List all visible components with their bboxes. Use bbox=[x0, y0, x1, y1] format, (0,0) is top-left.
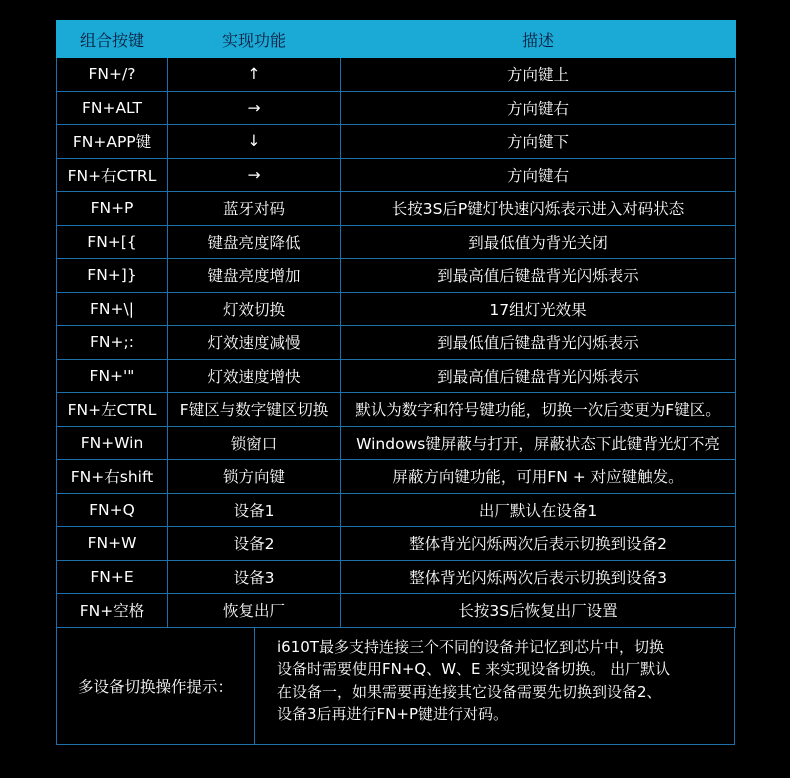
function-cell: 灯效速度增快 bbox=[168, 359, 341, 393]
description-cell: 方向键下 bbox=[341, 125, 736, 159]
table-row bbox=[57, 125, 736, 159]
table-row bbox=[57, 426, 736, 460]
table-row bbox=[57, 292, 736, 326]
header-description: 描述 bbox=[341, 21, 736, 58]
description-cell: 方向键上 bbox=[341, 58, 736, 92]
tip-line: 设备时需要使用FN+Q、W、E 来实现设备切换。 出厂默认 bbox=[277, 660, 671, 678]
tip-line: 在设备一，如果需要再连接其它设备需要先切换到设备2、 bbox=[277, 682, 662, 701]
function-cell: 设备1 bbox=[168, 493, 341, 527]
key-combo-cell: FN+E bbox=[57, 560, 168, 594]
function-cell: ↑ bbox=[168, 58, 341, 92]
key-combo-cell: FN+]} bbox=[57, 259, 168, 293]
function-cell: F键区与数字键区切换 bbox=[168, 393, 341, 427]
function-cell: → bbox=[168, 158, 341, 192]
function-cell: 灯效速度减慢 bbox=[168, 326, 341, 360]
key-combo-cell: FN+Win bbox=[57, 426, 168, 460]
description-cell: 方向键右 bbox=[341, 158, 736, 192]
description-cell: 默认为数字和符号键功能，切换一次后变更为F键区。 bbox=[341, 393, 736, 427]
table-row bbox=[57, 326, 736, 360]
table-row bbox=[57, 594, 736, 628]
description-cell: 长按3S后P键灯快速闪烁表示进入对码状态 bbox=[341, 192, 736, 226]
description-cell: 方向键右 bbox=[341, 91, 736, 125]
key-combo-cell: FN+'" bbox=[57, 359, 168, 393]
table-row bbox=[57, 460, 736, 494]
header-function: 实现功能 bbox=[168, 21, 341, 58]
function-cell: 锁窗口 bbox=[168, 426, 341, 460]
description-cell: 出厂默认在设备1 bbox=[341, 493, 736, 527]
key-combo-cell: FN+左CTRL bbox=[57, 393, 168, 427]
function-cell: 蓝牙对码 bbox=[168, 192, 341, 226]
key-combo-cell: FN+Q bbox=[57, 493, 168, 527]
table-row bbox=[57, 527, 736, 561]
multi-device-tip bbox=[56, 628, 735, 745]
key-combo-cell: FN+ALT bbox=[57, 91, 168, 125]
description-cell: 到最高值后键盘背光闪烁表示 bbox=[341, 359, 736, 393]
tip-line: 设备3后再进行FN+P键进行对码。 bbox=[277, 705, 509, 723]
description-cell: Windows键屏蔽与打开，屏蔽状态下此键背光灯不亮 bbox=[341, 426, 736, 460]
table-row bbox=[57, 359, 736, 393]
description-cell: 长按3S后恢复出厂设置 bbox=[341, 594, 736, 628]
table-row bbox=[57, 393, 736, 427]
key-combo-cell: FN+右CTRL bbox=[57, 158, 168, 192]
tip-text bbox=[255, 628, 734, 744]
key-combo-cell: FN+APP键 bbox=[57, 125, 168, 159]
table-row bbox=[57, 560, 736, 594]
description-cell: 屏蔽方向键功能，可用FN + 对应键触发。 bbox=[341, 460, 736, 494]
function-cell: 设备2 bbox=[168, 527, 341, 561]
table-row bbox=[57, 58, 736, 92]
key-combo-cell: FN+W bbox=[57, 527, 168, 561]
description-cell: 到最低值后键盘背光闪烁表示 bbox=[341, 326, 736, 360]
function-cell: 键盘亮度降低 bbox=[168, 225, 341, 259]
header-key-combo: 组合按键 bbox=[57, 21, 168, 58]
description-cell: 17组灯光效果 bbox=[341, 292, 736, 326]
shortcut-table bbox=[56, 20, 736, 628]
table-body bbox=[57, 58, 736, 628]
function-cell: 键盘亮度增加 bbox=[168, 259, 341, 293]
key-combo-cell: FN+[{ bbox=[57, 225, 168, 259]
shortcut-table-container bbox=[56, 20, 735, 745]
function-cell: 恢复出厂 bbox=[168, 594, 341, 628]
function-cell: ↓ bbox=[168, 125, 341, 159]
function-cell: 灯效切换 bbox=[168, 292, 341, 326]
table-row bbox=[57, 91, 736, 125]
function-cell: 锁方向键 bbox=[168, 460, 341, 494]
key-combo-cell: FN+/? bbox=[57, 58, 168, 92]
table-row bbox=[57, 192, 736, 226]
key-combo-cell: FN+;: bbox=[57, 326, 168, 360]
key-combo-cell: FN+\| bbox=[57, 292, 168, 326]
tip-label: 多设备切换操作提示： bbox=[57, 628, 255, 744]
table-row bbox=[57, 259, 736, 293]
description-cell: 整体背光闪烁两次后表示切换到设备2 bbox=[341, 527, 736, 561]
table-row bbox=[57, 225, 736, 259]
key-combo-cell: FN+P bbox=[57, 192, 168, 226]
table-header-row bbox=[57, 21, 736, 58]
tip-line: i610T最多支持连接三个不同的设备并记忆到芯片中，切换 bbox=[277, 637, 664, 656]
table-row bbox=[57, 158, 736, 192]
function-cell: 设备3 bbox=[168, 560, 341, 594]
key-combo-cell: FN+右shift bbox=[57, 460, 168, 494]
description-cell: 到最高值后键盘背光闪烁表示 bbox=[341, 259, 736, 293]
description-cell: 整体背光闪烁两次后表示切换到设备3 bbox=[341, 560, 736, 594]
function-cell: → bbox=[168, 91, 341, 125]
description-cell: 到最低值为背光关闭 bbox=[341, 225, 736, 259]
key-combo-cell: FN+空格 bbox=[57, 594, 168, 628]
table-row bbox=[57, 493, 736, 527]
